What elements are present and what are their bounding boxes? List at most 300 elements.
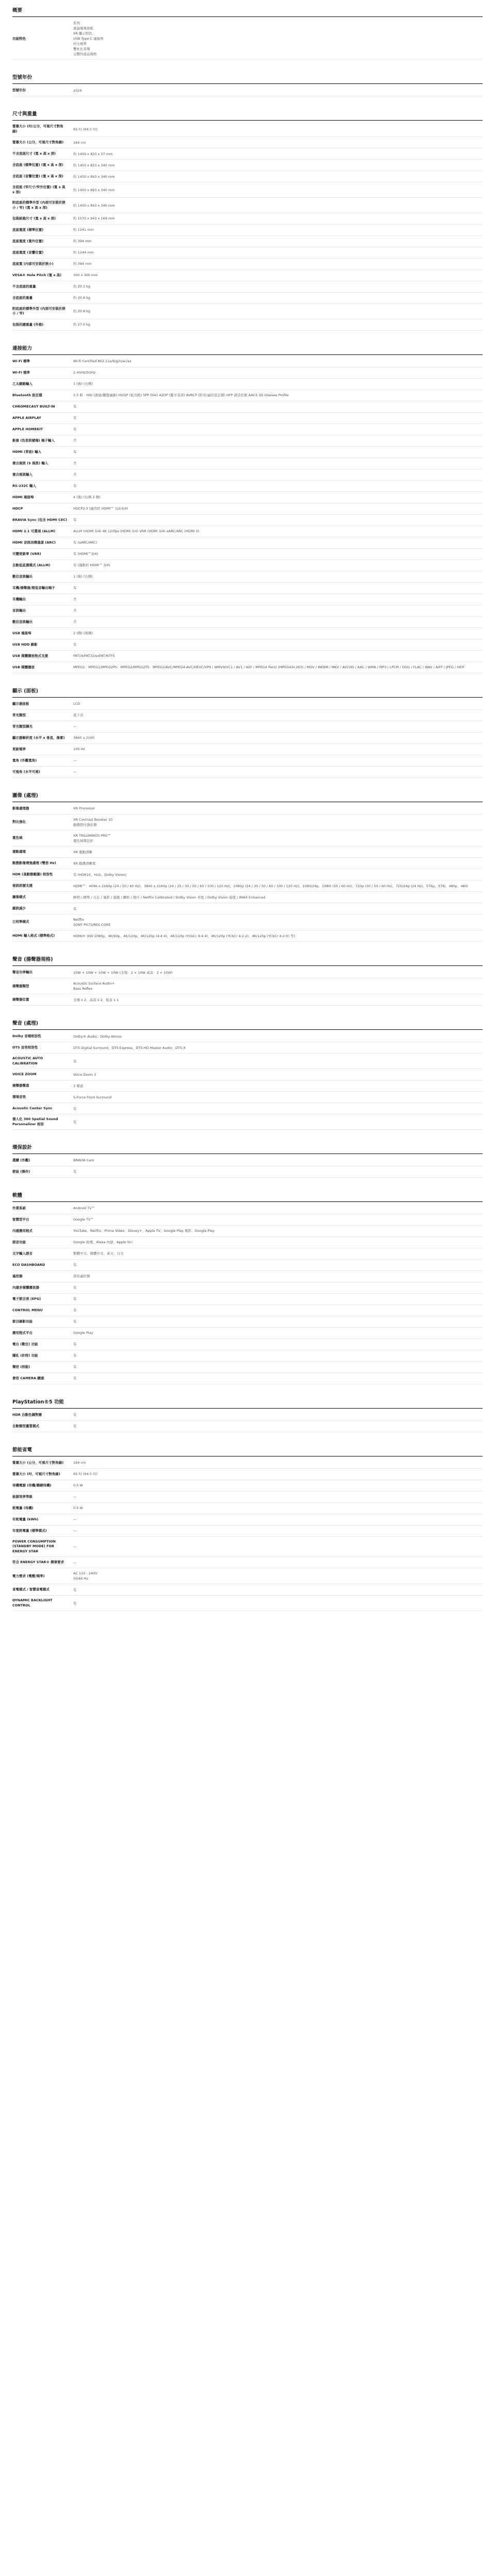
spec-value-line: 約 1450 x 893 x 340 mm	[73, 203, 115, 208]
spec-row	[12, 1492, 483, 1503]
spec-label: 含底座的重量	[12, 295, 32, 300]
spec-value-line: HDMI™：4096 x 2160p (24 / 50 / 60 Hz)，3840 x 2160p (24 / 25 / 30 / 50 / 60 / 100 / 120 Hz)，1080p (24 / 30 / 50 / 60 / 100 / 120 Hz)，1080/24p，1080i (50 / 60 Hz)，720p (30 / 50 / 60 Hz)，720/24p (24 Hz)，576p，576i，480p，480i	[73, 884, 468, 888]
spec-label: 作業系統	[12, 1206, 26, 1210]
spec-value	[73, 850, 483, 855]
spec-value	[73, 665, 483, 670]
spec-label: HDMI (背面) 輸入	[12, 449, 42, 454]
spec-label: 揚聲器聲道	[12, 1083, 29, 1088]
spec-value	[73, 284, 483, 289]
spec-value-line: —	[73, 770, 77, 774]
spec-value-line: 4 (後) (右側 2 個)	[73, 495, 101, 500]
spec-label: HDMI 連接埠	[12, 495, 34, 499]
spec-row	[12, 537, 483, 549]
spec-value-line: Google Play	[73, 1331, 93, 1335]
spec-value	[73, 608, 483, 613]
spec-label: USB 連接埠	[12, 631, 31, 635]
spec-label: Wi-Fi 頻率	[12, 370, 30, 375]
spec-value	[73, 735, 483, 740]
spec-value	[73, 1483, 483, 1488]
spec-row	[12, 1103, 483, 1114]
spec-label: 耳機/揚聲器/超低音輸出端子	[12, 585, 55, 590]
spec-row	[12, 171, 483, 182]
spec-value-line: Wi-Fi Certified 802.11a/b/g/n/ac/ax	[73, 359, 131, 364]
spec-value-line: 約 20.3 kg	[73, 284, 90, 289]
spec-label: ACOUSTIC AUTO CALIBRATION	[12, 1056, 43, 1065]
spec-value	[73, 216, 483, 221]
spec-value-line: 有	[73, 450, 77, 454]
spec-label: POWER CONSUMPTION (STANDBY MODE) FOR ENERGY STAR	[12, 1539, 56, 1553]
spec-value	[73, 563, 483, 568]
spec-value	[73, 250, 483, 255]
spec-label: 內建應用程式	[12, 1228, 32, 1233]
spec-label: CONTROL MENU	[12, 1308, 43, 1312]
spec-label: 顯示器面板	[12, 701, 29, 706]
spec-row	[12, 1203, 483, 1214]
spec-value-line: 0.5 W	[73, 1506, 83, 1511]
spec-value	[73, 151, 483, 157]
spec-value-line: 50/60 Hz	[73, 1577, 89, 1581]
spec-row	[12, 148, 483, 160]
spec-row	[12, 481, 483, 492]
spec-value	[73, 227, 483, 232]
spec-value-line: 約 1244 mm	[73, 250, 94, 255]
spec-value-line: AC 110 - 240V	[73, 1571, 97, 1576]
spec-value	[73, 917, 483, 927]
spec-section	[12, 1189, 483, 1384]
spec-value-line: 3 聲道	[73, 1083, 84, 1088]
spec-label: 背光類型調光	[12, 724, 32, 728]
spec-row	[12, 699, 483, 710]
spec-label: 已校準模式	[12, 920, 29, 924]
section-title: 軟體	[12, 1189, 483, 1202]
spec-label: 揚聲器類型	[12, 984, 29, 988]
spec-row	[12, 1537, 483, 1557]
spec-row	[12, 413, 483, 424]
spec-value-line: 約 394 mm	[73, 239, 92, 244]
spec-row	[12, 994, 483, 1006]
spec-row	[12, 617, 483, 628]
spec-value-line: LCD	[73, 702, 80, 706]
spec-value-line: XR 動態清晰度	[73, 861, 96, 866]
spec-value	[73, 273, 483, 278]
spec-value	[73, 127, 483, 132]
spec-value-line: 有	[73, 1587, 77, 1592]
spec-row	[12, 526, 483, 537]
spec-value	[73, 934, 483, 939]
spec-value-line: 2 (側) (後側)	[73, 631, 93, 636]
spec-label: 不含底座的重量	[12, 284, 36, 289]
spec-row	[12, 892, 483, 903]
spec-row	[12, 831, 483, 846]
spec-row	[12, 401, 483, 413]
spec-section	[12, 953, 483, 1006]
spec-row	[12, 1328, 483, 1339]
spec-label: Dolby 音頻相容性	[12, 1034, 41, 1039]
spec-row	[12, 628, 483, 639]
spec-value-line: 動態對比強化器	[73, 822, 97, 827]
spec-row	[12, 651, 483, 662]
spec-label: 聲音功率輸出	[12, 970, 32, 974]
spec-label: HDR 自動色調對應	[12, 1412, 42, 1417]
spec-label: 螢幕大小 (吋，可視尺寸對角線)	[12, 1471, 60, 1476]
spec-label: VESA® Hole Pitch (寬 x 高)	[12, 273, 62, 277]
spec-value	[73, 163, 483, 168]
spec-row	[12, 1339, 483, 1350]
spec-value-line: XR TRILUMINOS PRO™	[73, 833, 111, 838]
spec-value	[73, 1560, 483, 1565]
spec-value-line: —	[73, 1545, 77, 1549]
spec-value	[73, 701, 483, 706]
spec-label: 底座寬度 (寬外位置)	[12, 239, 44, 243]
spec-row	[12, 1155, 483, 1166]
spec-label: 底座寬度 (標準位置)	[12, 227, 44, 232]
spec-value	[73, 1412, 483, 1417]
spec-label: CHROMECAST BUILT-IN	[12, 404, 55, 409]
spec-label: HDR (高動態範圍) 相容性	[12, 872, 53, 876]
spec-value	[73, 529, 483, 534]
spec-row	[12, 1410, 483, 1421]
spec-row	[12, 503, 483, 515]
spec-value-line: 約 20.8 kg	[73, 296, 90, 300]
spec-label: 視訊訊號支援	[12, 883, 32, 888]
spec-row	[12, 469, 483, 481]
spec-value-line: SONY PICTURES CORE	[73, 923, 111, 927]
spec-value-line: 65 吋 (64.5 吋)	[73, 1472, 98, 1477]
spec-row	[12, 1054, 483, 1069]
spec-value-line: 有	[73, 1365, 77, 1369]
spec-value	[73, 747, 483, 752]
spec-row	[12, 1271, 483, 1282]
spec-value-line: 直下式	[73, 713, 84, 718]
spec-label: HDMI 輸入格式 (標準格式)	[12, 933, 55, 938]
spec-label: 雜訊減少	[12, 906, 26, 910]
spec-label: 耳機輸出	[12, 597, 26, 601]
spec-label: 自動類型畫質模式	[12, 1423, 39, 1428]
spec-value	[73, 585, 483, 590]
spec-value-line: 有	[73, 1413, 77, 1417]
spec-value	[73, 1601, 483, 1606]
spec-label: 複合視訊輸入	[12, 472, 32, 477]
spec-row	[12, 247, 483, 259]
spec-row	[12, 1166, 483, 1178]
spec-label: 應用程式平台	[12, 1330, 32, 1335]
spec-value-line: —	[73, 1517, 77, 1522]
spec-value-line: 杜比視界	[73, 42, 87, 46]
spec-section	[12, 1141, 483, 1178]
spec-value	[73, 1423, 483, 1429]
spec-value-line: 否	[73, 597, 77, 602]
spec-row	[12, 1469, 483, 1480]
spec-value	[73, 1460, 483, 1465]
spec-value-line: 有	[73, 1285, 77, 1290]
spec-label: 附底座的標準外型 (內部可安裝於狹小 / 窄) (寬 x 高 x 深)	[12, 200, 65, 210]
spec-value-line: Acoustic Surface Audio+	[73, 981, 115, 986]
spec-value-line: 5.3 版 - HID (滑鼠/鍵盤連線) HOGP (低功耗) SPP (ble) A2DP (藍牙音訊) AVRCP (影音/遙控設定檔) HFP 語音控制 AACS 3D Glasses Profile	[73, 393, 289, 398]
spec-row	[12, 367, 483, 379]
spec-value-line: 約 1570 x 943 x 169 mm	[73, 216, 115, 221]
spec-row	[12, 1373, 483, 1384]
spec-value-line: XR Processor	[73, 806, 95, 811]
spec-value	[73, 1544, 483, 1549]
spec-label: 智慧型平台	[12, 1217, 29, 1222]
spec-value-line: 約 1450 x 893 x 340 mm	[73, 188, 115, 192]
spec-row	[12, 293, 483, 304]
spec-value	[73, 472, 483, 477]
spec-value-line: 有	[73, 518, 77, 522]
spec-value-line: 完整的產品規格	[73, 52, 97, 57]
spec-value	[73, 1587, 483, 1592]
spec-row	[12, 1092, 483, 1103]
spec-value-line: HDCP2.3 (適用於 HDMI™ 1/2/3/4)	[73, 506, 128, 511]
spec-row	[12, 447, 483, 458]
spec-value-line: 約 1450 x 853 x 340 mm	[73, 163, 115, 167]
spec-row	[12, 880, 483, 892]
spec-row	[12, 710, 483, 721]
spec-value-line: 164 cm	[73, 1461, 86, 1465]
spec-row	[12, 435, 483, 447]
spec-value	[73, 1240, 483, 1245]
spec-row	[12, 594, 483, 605]
spec-row	[12, 1557, 483, 1568]
spec-value	[73, 370, 483, 375]
spec-value-line: 有	[73, 1170, 77, 1174]
spec-value	[73, 1376, 483, 1381]
spec-section	[12, 685, 483, 778]
spec-label: 省電模式 / 智慧省電模式	[12, 1587, 50, 1592]
spec-value-line: 有	[73, 1308, 77, 1313]
spec-row	[12, 755, 483, 767]
spec-value-line: 有 (eARC/ARC)	[73, 540, 97, 545]
spec-section	[12, 342, 483, 673]
spec-label: 兼容 CAMERA 鏡頭	[12, 1376, 44, 1380]
spec-value	[73, 574, 483, 579]
spec-value	[73, 1206, 483, 1211]
spec-value	[73, 1059, 483, 1064]
spec-row	[12, 319, 483, 331]
spec-value	[73, 997, 483, 1003]
spec-value-line: 系列	[73, 21, 80, 25]
spec-value-line: USB Type-C 連接埠	[73, 37, 104, 41]
spec-row	[12, 225, 483, 236]
spec-row	[12, 236, 483, 247]
spec-label: 音訊輸出	[12, 608, 26, 613]
spec-row	[12, 1568, 483, 1584]
spec-label: 螢幕大小 (公分，可視尺寸對角線)	[12, 140, 64, 145]
spec-row	[12, 1421, 483, 1432]
spec-row	[12, 930, 483, 942]
spec-value	[73, 1353, 483, 1358]
section-title: 聲音 (揚聲器規格)	[12, 953, 483, 966]
spec-row	[12, 978, 483, 994]
spec-row	[12, 1294, 483, 1305]
spec-row	[12, 259, 483, 270]
spec-value-line: 有	[73, 642, 77, 647]
spec-value-line: 有	[73, 1342, 77, 1347]
spec-row	[12, 122, 483, 137]
spec-value-line: Voice Zoom 3	[73, 1072, 96, 1077]
spec-value-line: 否	[73, 620, 77, 624]
spec-section	[12, 789, 483, 942]
spec-label: 螢幕大小 (公分，可視尺寸對角線)	[12, 1460, 64, 1465]
spec-label: 包裝的總重量 (外箱)	[12, 322, 44, 327]
spec-value-line: MPEG1：MPEG1/MPEG2PS：MPEG2/MPEG2TS：MPEG2/AVC/MPEG4-AVC/HEVC/VP9 / WMV9/VC1 / AV1 / ASF / MPEG4 Part2 (MPEG4/H.263) / MOV / WEBM / MKV / AVCHD / AAC / WMA / MP3 / LPCM / OGG / FLAC / WAV / AIFF / JPEG / HEIF	[73, 665, 465, 670]
spec-label: 螢幕大小 (吋/公分，可視尺寸對角線)	[12, 124, 63, 133]
spec-label: 環境音效	[12, 1094, 26, 1099]
spec-value	[73, 188, 483, 193]
spec-row	[12, 1514, 483, 1526]
spec-value-line: 液晶電視面板	[73, 26, 93, 31]
spec-row	[12, 1480, 483, 1492]
spec-row	[12, 281, 483, 293]
spec-value-line: —	[73, 724, 77, 729]
spec-value	[73, 833, 483, 843]
spec-value	[73, 1169, 483, 1174]
spec-value	[73, 817, 483, 827]
spec-row	[12, 903, 483, 914]
spec-label: 影像處理器	[12, 806, 29, 810]
spec-row	[12, 160, 483, 171]
spec-row	[12, 639, 483, 651]
spec-row	[12, 390, 483, 401]
spec-value-line: 約 20.8 kg	[73, 309, 90, 314]
spec-row	[12, 85, 483, 96]
spec-label: 耗電量 (待機)	[12, 1505, 34, 1510]
spec-value	[73, 449, 483, 454]
spec-value-line: —	[73, 1529, 77, 1533]
spec-value	[73, 322, 483, 327]
section-title: PlayStation®5 功能	[12, 1396, 483, 1409]
spec-row	[12, 1305, 483, 1316]
spec-row	[12, 492, 483, 503]
spec-label: Bluetooth 設定檔	[12, 393, 42, 397]
spec-row	[12, 815, 483, 831]
spec-value-line: 否	[73, 461, 77, 466]
spec-label: 隱私 (計時) 功能	[12, 1353, 38, 1358]
spec-row	[12, 1226, 483, 1237]
spec-value-line: HDMI® (HD 1080p、4K/60p、4K/120p、4K/120p (4:4:4)、4K/120p (YCbCr 4:4:4)、4K/120p (YCbCr 4:2:2)、4K/120p (YCbCr 4:2:0) 等)	[73, 934, 295, 938]
section-title: 聲音 (處理)	[12, 1017, 483, 1030]
spec-label: 型號年份	[12, 88, 26, 93]
spec-label: VOICE ZOOM	[12, 1072, 37, 1076]
spec-value	[73, 461, 483, 466]
spec-label: 節能 (操作)	[12, 1169, 30, 1174]
spec-label: 可視角 (水平可視)	[12, 769, 40, 774]
spec-value	[73, 1106, 483, 1111]
spec-value	[73, 884, 483, 889]
spec-label: 動態影像增強處理 (雙倍 Hz)	[12, 860, 56, 865]
spec-row	[12, 1069, 483, 1080]
spec-row	[12, 846, 483, 858]
spec-label: 運動處理	[12, 849, 26, 854]
spec-label: 遙控器	[12, 1274, 23, 1278]
spec-value-line: YouTube、Netflix、Prime Video、Disney+、Apple TV、Google Play 電影、Google Play	[73, 1229, 215, 1233]
spec-value	[73, 1095, 483, 1100]
spec-row	[12, 869, 483, 880]
spec-label: 內建多媒體播放器	[12, 1285, 39, 1290]
spec-row	[12, 1214, 483, 1226]
spec-label: 包裝紙箱尺寸 (寬 x 高 x 深)	[12, 216, 56, 221]
spec-value	[73, 619, 483, 624]
spec-row	[12, 379, 483, 390]
spec-value-line: 有	[73, 1297, 77, 1301]
spec-label: 含底座 (窄尺寸/窄外位置) (寬 x 高 x 深)	[12, 185, 65, 194]
spec-label: 待機電源 (待機/聯網待機)	[12, 1483, 52, 1487]
spec-label: 電力需求 (電壓/頻率)	[12, 1573, 45, 1578]
spec-value	[73, 140, 483, 145]
spec-value	[73, 261, 483, 266]
spec-value-line: 有	[73, 484, 77, 488]
spec-value	[73, 427, 483, 432]
spec-label: 數位音訊輸出	[12, 574, 32, 579]
spec-label: USB 媒體播放格式支援	[12, 653, 48, 658]
spec-row	[12, 733, 483, 744]
spec-value	[73, 203, 483, 208]
spec-value	[73, 1045, 483, 1050]
spec-label: HDMI 2.1 可選項 (ALLM)	[12, 529, 56, 533]
spec-label: 複合視訊 (S 視訊) 輸入	[12, 461, 48, 465]
spec-value-line: 2024	[73, 88, 82, 93]
spec-value-line: 1 (後) (右側)	[73, 382, 93, 386]
spec-row	[12, 270, 483, 281]
spec-row	[12, 744, 483, 755]
spec-value-line: XR Contrast Booster 10	[73, 817, 113, 822]
spec-value-line: 繁體中文、簡體中文、英文、日文	[73, 1251, 124, 1256]
spec-value-line: —	[73, 758, 77, 763]
spec-value	[73, 1228, 483, 1233]
spec-label: 可變更新率 (VRR)	[12, 551, 41, 556]
spec-label: 功能特色	[12, 36, 26, 41]
spec-row	[12, 967, 483, 978]
spec-row	[12, 424, 483, 435]
spec-value-line: Bass Reflex	[73, 987, 93, 991]
spec-value-line: 有	[73, 906, 77, 911]
spec-label: 乙太網路輸入	[12, 381, 32, 386]
spec-row	[12, 914, 483, 930]
spec-label: 年度耗電量 (標準模式)	[12, 1528, 47, 1533]
section-title: 環保設計	[12, 1141, 483, 1154]
spec-value	[73, 1471, 483, 1477]
spec-row	[12, 304, 483, 319]
spec-label: 附底座的標準外型 (內部可安裝於狹小 / 窄)	[12, 306, 65, 316]
spec-value-line: —	[73, 1560, 77, 1565]
spec-value-line: 0.5 W	[73, 1483, 83, 1488]
spec-value	[73, 415, 483, 420]
spec-value	[73, 174, 483, 179]
spec-value-line: 有	[73, 404, 77, 409]
spec-section	[12, 1017, 483, 1130]
spec-row	[12, 198, 483, 213]
spec-value	[73, 1319, 483, 1324]
spec-value-line: BRAVIA Cam	[73, 1158, 94, 1163]
spec-label: 對比強化	[12, 820, 26, 824]
spec-value	[73, 653, 483, 658]
spec-row	[12, 571, 483, 583]
spec-value	[73, 21, 483, 57]
spec-label: 寬角 (外觀寬角)	[12, 758, 37, 762]
spec-value	[73, 806, 483, 811]
spec-value-line: 1 (後) (右側)	[73, 574, 93, 579]
spec-label: 符合 ENERGY STAR® 標章要求	[12, 1560, 64, 1565]
spec-value-line: 有	[73, 1120, 77, 1124]
spec-label: 含底座 (音響位置) (寬 x 高 x 深)	[12, 174, 63, 179]
spec-value-line: ALLM (HDMI 3/4) 4K 120fps (HDMI 3/4) VRR (HDMI 3/4) eARC/ARC (HDMI 3)	[73, 529, 200, 534]
spec-value-line: XR 運動清晰	[73, 850, 93, 854]
spec-row	[12, 721, 483, 733]
spec-value-line: 有	[73, 1319, 77, 1324]
spec-row	[12, 560, 483, 571]
spec-value-line: 約 1450 x 893 x 340 mm	[73, 174, 115, 179]
spec-value	[73, 1296, 483, 1301]
